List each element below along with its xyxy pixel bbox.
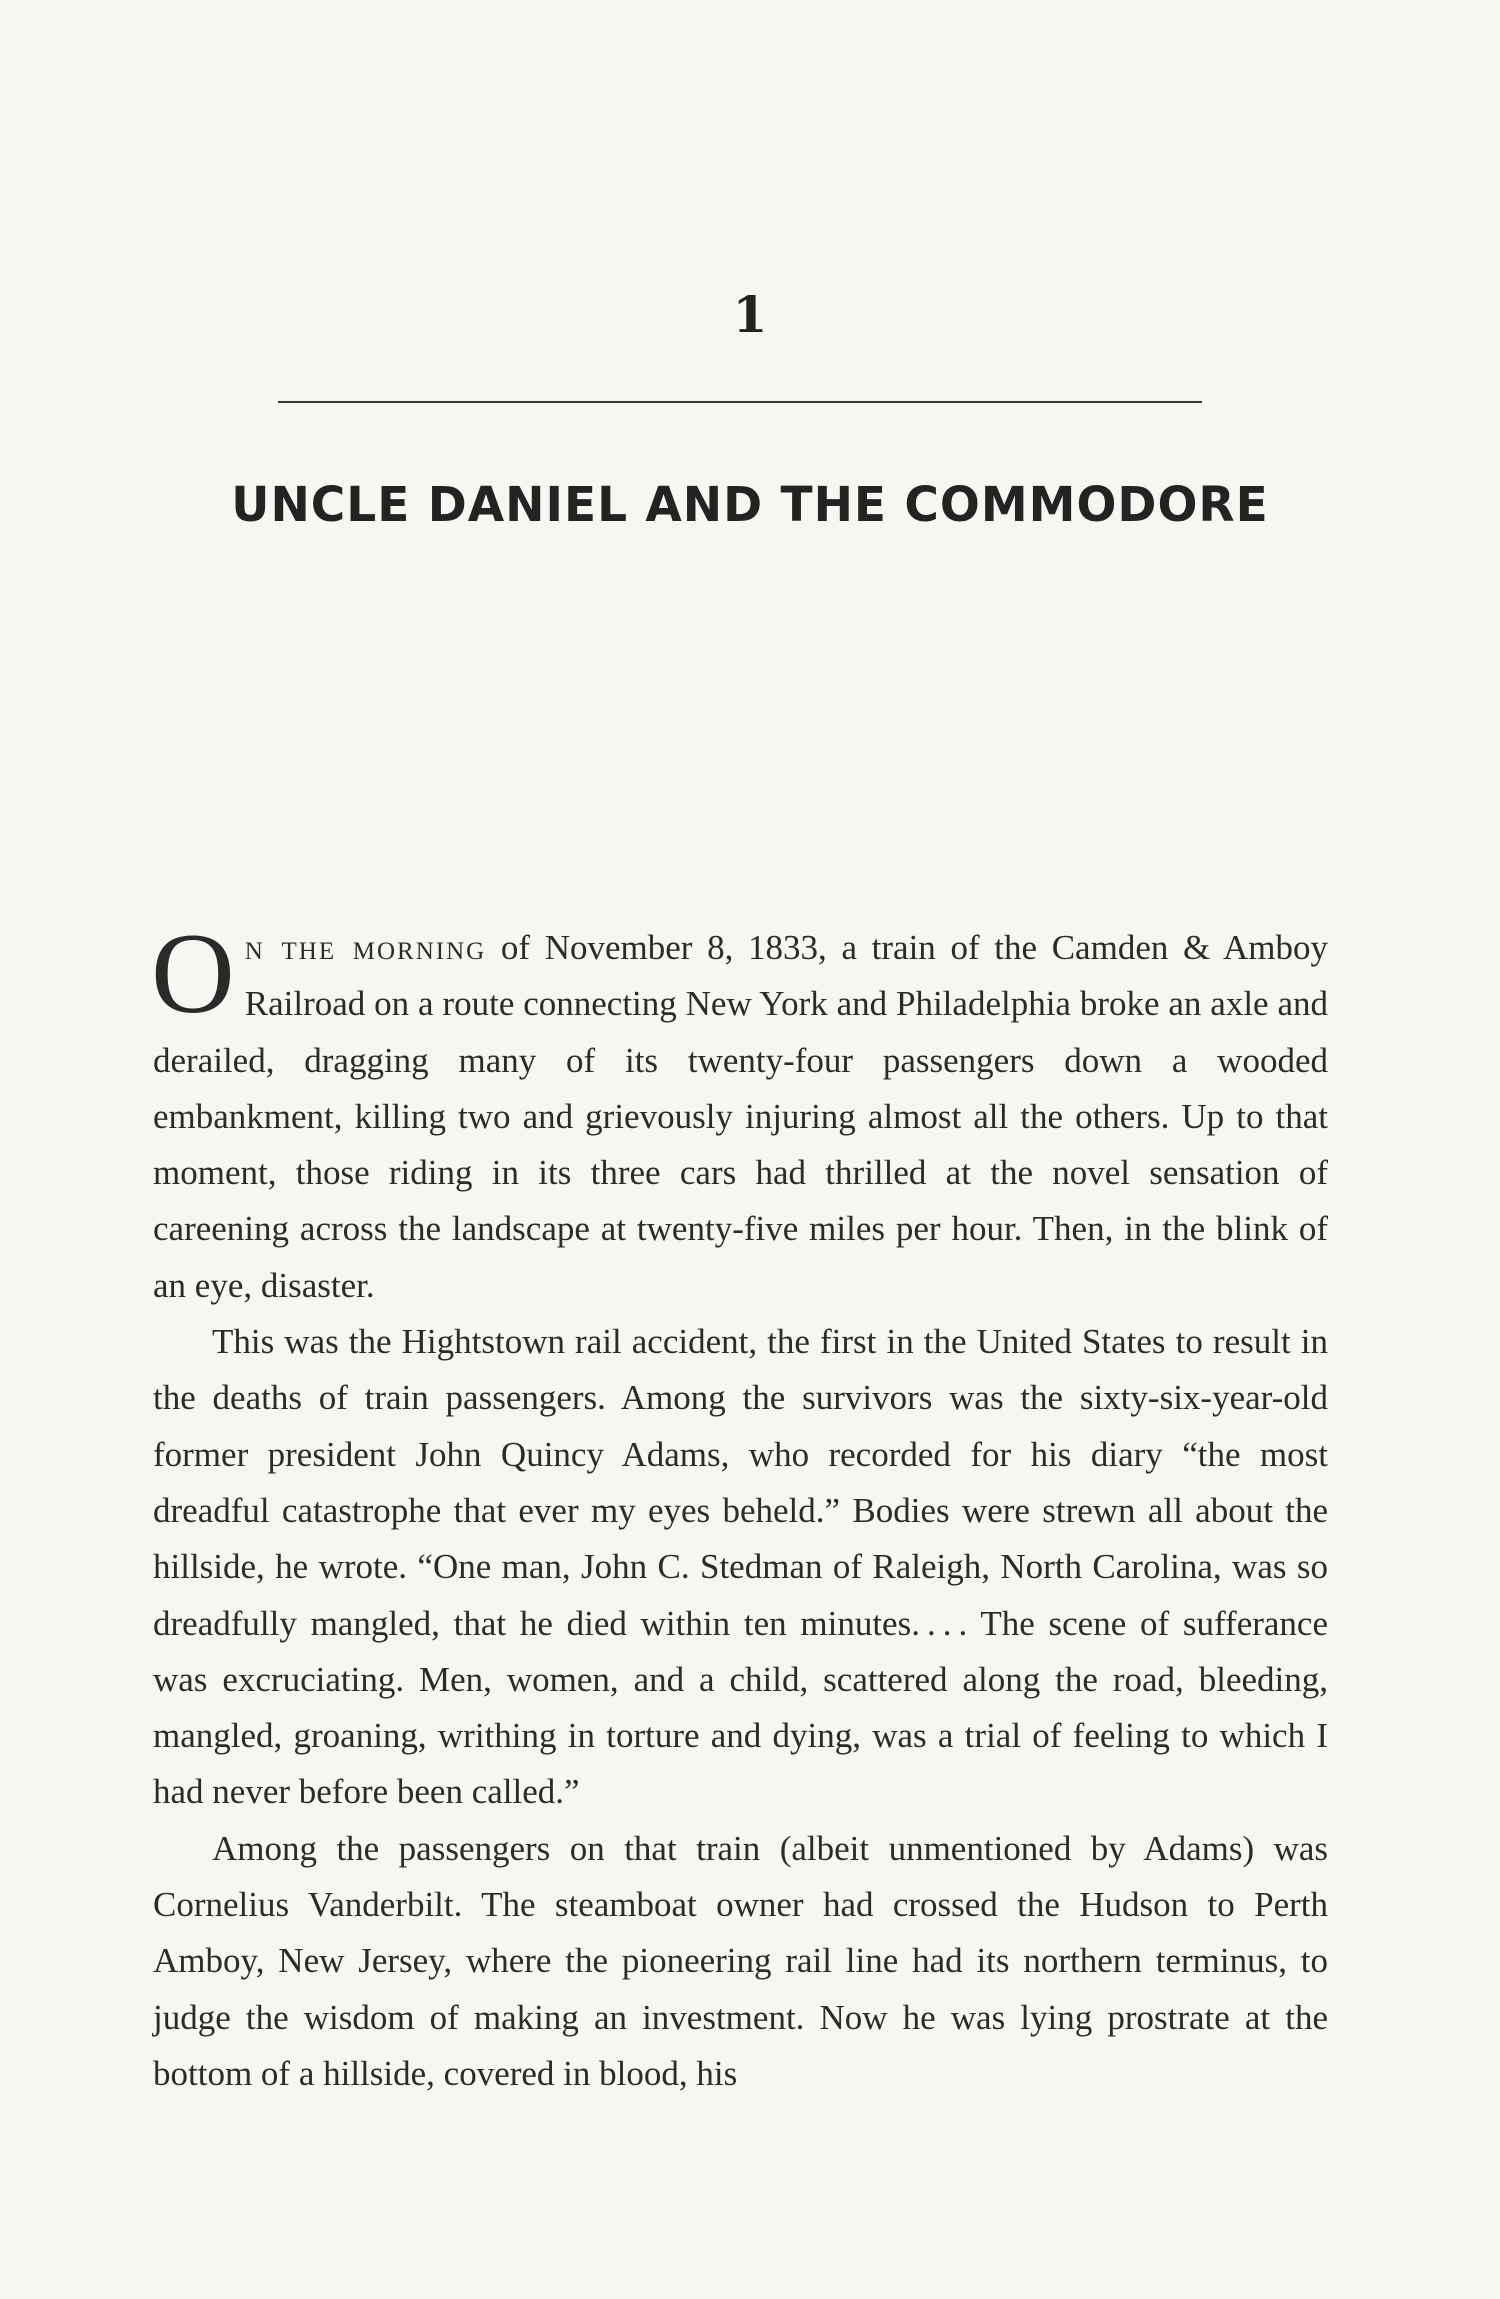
paragraph-1-text: of November 8, 1833, a train of the Camden & Amboy Railroad on a route connecting New York and Philadelphia broke an axle and derailed, dragging many of its twenty-four passengers down a wooded embankment, killing two and grievously injuring almost all the others. Up to that moment, those riding in its three cars had thrilled at the novel sensation of careening across the landscape at twenty-five miles per hour. Then, in the blink of an eye, disaster.	[153, 928, 1328, 1305]
paragraph-3-text: Among the passengers on that train (albeit unmentioned by Adams) was Cornelius Vanderbilt. The steamboat owner had crossed the Hudson to Perth Amboy, New Jersey, where the pioneering rail line had its northern terminus, to judge the wisdom of making an investment. Now he was lying prostrate at the bottom of a hillside, covered in blood, his	[153, 1828, 1328, 2093]
paragraph-2-text: This was the Hightstown rail accident, the first in the United States to result in the deaths of train passengers. Among the survivors was the sixty-six-year-old former president John Quincy Adams, who recorded for his diary “the most dreadful catastrophe that ever my eyes beheld.” Bodies were strewn all about the hillside, he wrote. “One man, John C. Stedman of Raleigh, North Carolina, was so dreadfully mangled, that he died within ten minutes. . . . The scene of sufferance was excruciating. Men, women, and a child, scattered along the road, bleeding, mangled, groaning, writhing in torture and dying, was a trial of feeling to which I had never before been called.”	[153, 1322, 1328, 1812]
chapter-divider	[278, 401, 1202, 403]
paragraph-2	[153, 1314, 1328, 1821]
chapter-title: UNCLE DANIEL AND THE COMMODORE	[231, 477, 1269, 533]
paragraph-1	[151, 910, 1328, 1314]
paragraph-3	[153, 1821, 1328, 2102]
chapter-body	[151, 910, 1328, 2102]
chapter-number: 1	[732, 285, 768, 344]
lead-in-small-caps: n the morning	[244, 928, 487, 967]
drop-cap: O	[151, 910, 235, 1038]
